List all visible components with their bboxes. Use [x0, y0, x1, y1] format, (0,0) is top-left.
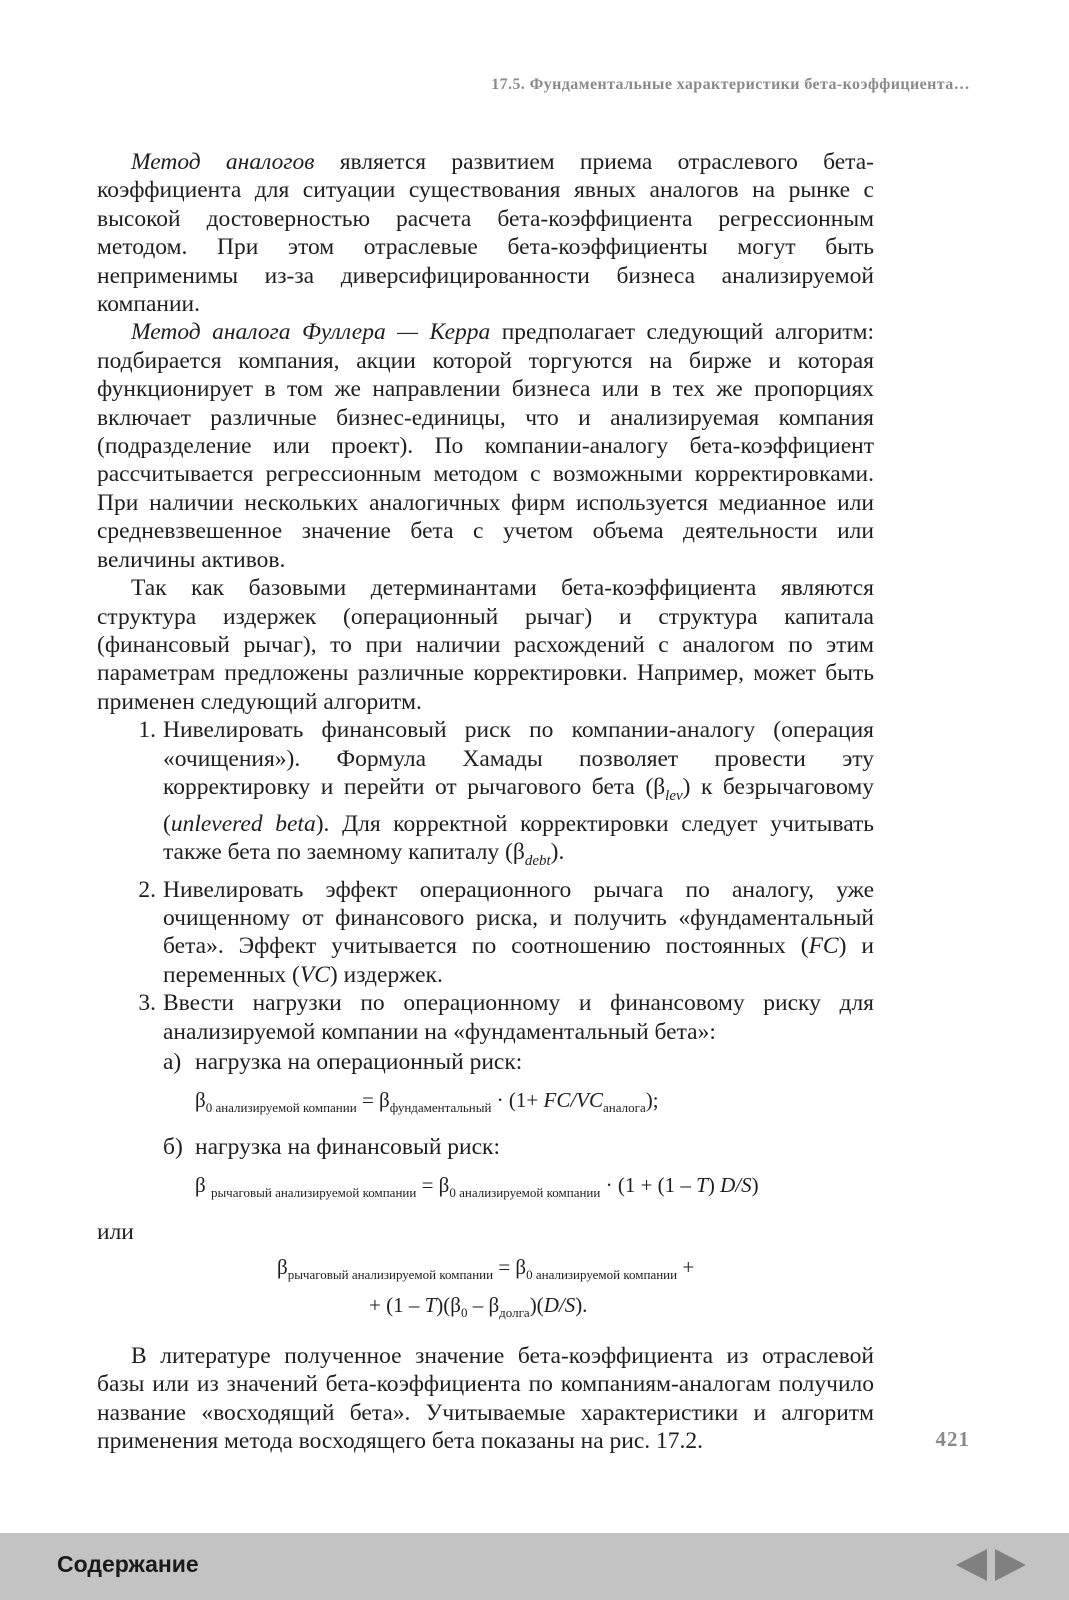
term-fuller-kerr: Метод аналога Фуллера — Керра [131, 319, 491, 346]
list-number: 3. [138, 990, 156, 1017]
text-run: Нивелировать эффект операционного рычага по аналогу, уже очищенному от финансового риска, и получить «фундаментальный бета». Эффект учитывается по соотношению постоянных ( [163, 876, 874, 960]
formula-text: – β [467, 1293, 500, 1317]
term-analog-method: Метод аналогов [131, 149, 315, 175]
subscript: 0 анализируемой компании [205, 1100, 357, 1116]
conjunction-or: или [97, 1218, 134, 1245]
sublist-item-a [163, 1048, 874, 1076]
formula-operational-risk [195, 1086, 874, 1122]
triangle-left-icon [954, 1547, 988, 1583]
formula-line-2 [97, 1290, 874, 1328]
formula-variable: T [696, 1173, 708, 1198]
paragraph-analog-method [97, 148, 874, 318]
sublist-item-b [163, 1133, 874, 1161]
subscript: долга [499, 1305, 530, 1320]
next-page-button[interactable] [994, 1547, 1028, 1583]
subscript: аналога [603, 1100, 646, 1116]
text-run: ) к безрычаговому ( [163, 773, 874, 838]
subscript: 0 [460, 1305, 468, 1320]
formula-text: ) [751, 1173, 759, 1198]
sublist-letter: б) [163, 1133, 183, 1160]
footer-navigation-bar [0, 1533, 1069, 1600]
list-item-text [163, 716, 874, 875]
formula-text: + (1 – [369, 1293, 425, 1317]
list-item-3 [97, 989, 874, 1046]
subscript-debt: debt [524, 853, 551, 870]
formula-text: + [677, 1255, 695, 1279]
sublist-letter: а) [163, 1048, 182, 1075]
text-run: ) и переменных ( [163, 933, 874, 988]
formula-variable: FC/VC [543, 1088, 604, 1113]
paragraph-fuller-kerr [97, 318, 874, 574]
beta-symbol: β [195, 1088, 206, 1113]
sublist-text: нагрузка на операционный риск: [195, 1048, 523, 1075]
previous-page-button[interactable] [954, 1547, 988, 1583]
beta-symbol: β [195, 1173, 211, 1198]
list-item-1 [97, 716, 874, 875]
formula-text: · (1+ [491, 1088, 544, 1113]
term-fc: FC [808, 933, 839, 960]
list-item-text [163, 876, 874, 990]
list-number: 1. [138, 717, 156, 744]
formula-variable: D/S [543, 1293, 576, 1317]
page-body [97, 148, 874, 1456]
formula-text: ) [707, 1173, 721, 1198]
text-run: ) издержек. [329, 961, 443, 988]
contents-link[interactable]: Содержание [57, 1551, 199, 1577]
list-item-text: Ввести нагрузки по операционному и финансовому риску для анализируемой компании на «фундаментальный бета»: [163, 990, 874, 1045]
formula-financial-risk [195, 1171, 874, 1207]
formula-text: · (1 + (1 – [600, 1173, 697, 1198]
list-item-2 [97, 876, 874, 990]
formula-text: ); [645, 1088, 659, 1113]
paragraph-text: предполагает следующий алгоритм: подбирается компания, акции которой торгуются на бирже и которая функционирует в том же направлении бизнеса или в тех же пропорциях включает различные бизнес-единицы, что и анализируемая компания (подразделение или проект). По компании-аналогу бета-коэффициент рассчитывается регрессионным методом с возможными корректировками. При наличии нескольких аналогичных фирм используется медианное или средневзвешенное значение бета с учетом объема деятельности или величины активов. [97, 319, 874, 573]
running-title: 17.5. Фундаментальные характеристики бета-коэффициента… [491, 76, 970, 93]
equals: = β [493, 1255, 527, 1279]
page-number: 421 [935, 1427, 970, 1451]
subscript: рычаговый анализируемой компании [210, 1185, 417, 1201]
term-unlevered-beta: unlevered beta [170, 811, 316, 838]
equals: = β [416, 1173, 450, 1198]
subscript: 0 анализируемой компании [449, 1185, 601, 1201]
paragraph-bottom-up-beta: В литературе полученное значение бета-коэффициента из отраслевой базы или из значений бета-коэффициента по компаниям-аналогам получило название «восходящий бета». Учитываемые характеристики и алгоритм применения метода восходящего бета показаны на рис. 17.2. [97, 1343, 874, 1455]
subscript: фундаментальный [389, 1100, 492, 1116]
list-number: 2. [138, 876, 156, 903]
formula-variable: T [424, 1293, 437, 1317]
formula-text: )(β [436, 1293, 461, 1317]
text-run: Нивелировать финансовый риск по компании-аналогу (операция «очищения»). Формула Хамады позволяет провести эту корректировку и перейти от рычагового бета (β [163, 717, 874, 800]
subscript: рычаговый анализируемой компании [287, 1267, 494, 1282]
term-vc: VC [299, 961, 330, 988]
formula-text: ). [575, 1293, 588, 1317]
formula-alternative [97, 1252, 874, 1328]
formula-text: )( [529, 1293, 544, 1317]
sublist-text: нагрузка на финансовый риск: [195, 1133, 500, 1160]
beta-symbol: β [277, 1255, 288, 1279]
equals: = β [356, 1088, 390, 1113]
paragraph-determinants: Так как базовыми детерминантами бета-коэффициента являются структура издержек (операционный рычаг) и структура капитала (финансовый рычаг), то при наличии расхождений с аналогом по этим параметрам предложены различные корректировки. Например, может быть применен следующий алгоритм. [97, 575, 874, 715]
formula-line-1 [97, 1252, 874, 1290]
subscript-lev: lev [665, 787, 683, 804]
text-run: ). Для корректной корректировки следует учитывать также бета по заемному капиталу (β [163, 811, 875, 866]
text-run: ). [550, 839, 565, 866]
paragraph-text: является развитием приема отраслевого бета-коэффициента для ситуации существования явных аналогов на рынке с высокой достоверностью расчета бета-коэффициента регрессионным методом. При этом отраслевые бета-коэффициенты могут быть неприменимы из-за диверсифицированности бизнеса анализируемой компании. [97, 149, 874, 318]
formula-variable: D/S [720, 1173, 752, 1198]
triangle-right-icon [994, 1547, 1028, 1583]
subscript: 0 анализируемой компании [526, 1267, 678, 1282]
